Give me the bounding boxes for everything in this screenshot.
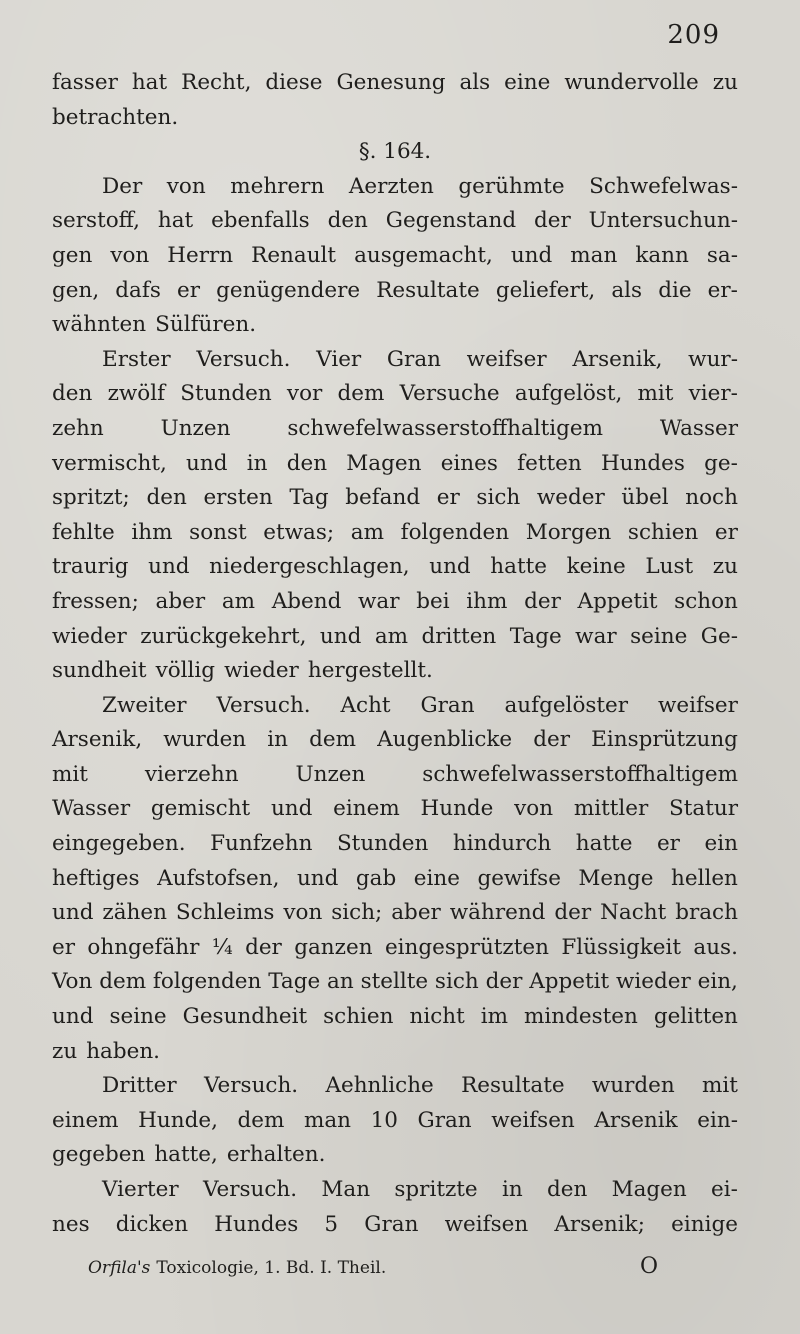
body-text [52,66,738,1242]
text-line: fressen; aber am Abend war bei ihm der Appetit schon [52,588,738,614]
text-line: mit vierzehn Unzen schwefelwasserstoffhaltigem [52,761,738,787]
text-line: vermischt, und in den Magen eines fetten Hundes ge- [52,450,738,476]
text-line: fasser hat Recht, diese Genesung als eine wundervolle zu [52,70,738,95]
text-line: Wasser gemischt und einem Hunde von mittler Statur [52,796,738,822]
text-line: wieder zurückgekehrt, und am dritten Tage war seine Ge- [52,623,738,649]
text-line: serstoff, hat ebenfalls den Gegenstand der Untersuchun- [52,208,738,234]
text-line: traurig und niedergeschlagen, und hatte keine Lust zu [52,554,738,580]
text-line: gegeben hatte, erhalten. [52,1142,326,1168]
footer-title: Toxicologie, 1. Bd. I. Theil. [156,1258,387,1278]
text-line: zehn Unzen schwefelwasserstoffhaltigem Wasser [52,415,738,441]
text-line: Dritter Versuch. Aehnliche Resultate wurden mit [102,1073,738,1099]
text-line: wähnten Sülfüren. [52,312,257,338]
text-line: betrachten. [52,104,179,130]
text-line: er ohngefähr ¼ der ganzen eingesprützten Flüssigkeit aus. [52,934,738,960]
page-footer [88,1254,658,1279]
text-line: zu haben. [52,1038,161,1064]
text-line: nes dicken Hundes 5 Gran weifsen Arsenik; einige [52,1211,738,1237]
text-line: sundheit völlig wieder hergestellt. [52,658,433,684]
text-line: eingegeben. Funfzehn Stunden hindurch hatte er ein [52,831,738,857]
text-line: spritzt; den ersten Tag befand er sich weder übel noch [52,485,738,511]
text-line: Erster Versuch. Vier Gran weifser Arsenik, wur- [102,346,738,372]
signature-mark: O [639,1254,658,1279]
text-line: gen von Herrn Renault ausgemacht, und man kann sa- [52,242,738,268]
text-line: einem Hunde, dem man 10 Gran weifsen Arsenik ein- [52,1107,738,1133]
page-number: 209 [667,20,720,50]
text-line: heftiges Aufstofsen, und gab eine gewifse Menge hellen [52,865,738,891]
text-line: und seine Gesundheit schien nicht im mindesten gelitten [52,1004,738,1030]
footer-author: Orfila's [88,1258,151,1278]
text-line: Der von mehrern Aerzten gerühmte Schwefelwas- [102,173,738,199]
text-line: gen, dafs er genügendere Resultate geliefert, als die er- [52,277,738,303]
text-line: den zwölf Stunden vor dem Versuche aufgelöst, mit vier- [52,381,738,407]
text-line: und zähen Schleims von sich; aber während der Nacht brach [52,900,738,926]
text-line: Arsenik, wurden in dem Augenblicke der Einsprützung [52,727,738,753]
section-heading: §. 164. [358,139,432,165]
text-line: Von dem folgenden Tage an stellte sich der Appetit wieder ein, [52,969,738,995]
text-line: fehlte ihm sonst etwas; am folgenden Morgen schien er [52,519,738,545]
text-line: Zweiter Versuch. Acht Gran aufgelöster weifser [102,692,738,718]
text-line: Vierter Versuch. Man spritzte in den Magen ei- [102,1177,738,1202]
